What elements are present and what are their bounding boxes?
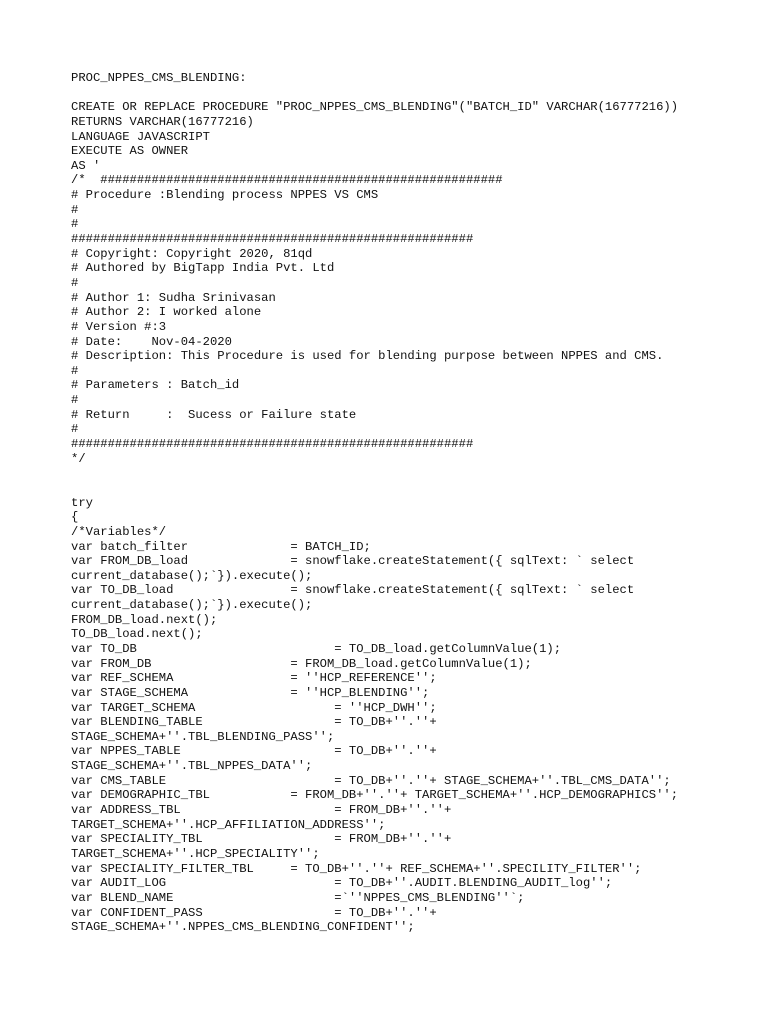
code-line: /* ####################################################### [71,173,503,188]
code-listing [71,71,748,935]
code-line: var REF_SCHEMA = ''HCP_REFERENCE''; [71,671,437,686]
code-line: # Version #:3 [71,319,167,334]
code-line: # Description: This Procedure is used for blending purpose between NPPES and CMS. [71,349,664,364]
code-line: # Parameters : Batch_id [71,378,240,393]
code-line [71,466,748,481]
code-line: var FROM_DB_load = snowflake.createStatement({ sqlText: ` select [71,554,635,569]
code-line: var batch_filter = BATCH_ID; [71,539,371,554]
code-line: FROM_DB_load.next(); [71,612,218,627]
code-line: TO_DB_load.next(); [71,627,203,642]
code-line: var TO_DB_load = snowflake.createStatement({ sqlText: ` select [71,583,635,598]
code-line: # [71,422,79,437]
code-line: var BLENDING_TABLE = TO_DB+''.''+ [71,715,437,730]
code-line: # Date: Nov-04-2020 [71,334,232,349]
code-line: /*Variables*/ [71,524,167,539]
code-line: var DEMOGRAPHIC_TBL = FROM_DB+''.''+ TARGET_SCHEMA+''.HCP_DEMOGRAPHICS''; [71,788,679,803]
code-line: CREATE OR REPLACE PROCEDURE "PROC_NPPES_CMS_BLENDING"("BATCH_ID" VARCHAR(16777216)) [71,100,679,115]
code-line [71,481,748,496]
code-line: # Author 1: Sudha Srinivasan [71,290,276,305]
code-line: TARGET_SCHEMA+''.HCP_AFFILIATION_ADDRESS''; [71,817,386,832]
code-line: var AUDIT_LOG = TO_DB+''.AUDIT.BLENDING_AUDIT_log''; [71,876,613,891]
code-line: # Authored by BigTapp India Pvt. Ltd [71,261,335,276]
code-line [71,86,748,101]
code-line: PROC_NPPES_CMS_BLENDING: [71,71,247,85]
code-line: var STAGE_SCHEMA = ''HCP_BLENDING''; [71,685,430,700]
code-line: STAGE_SCHEMA+''.TBL_BLENDING_PASS''; [71,729,335,744]
code-line: # [71,275,79,290]
code-line: var FROM_DB = FROM_DB_load.getColumnValue(1); [71,656,532,671]
document-page [71,71,748,935]
code-line: var CMS_TABLE = TO_DB+''.''+ STAGE_SCHEMA+''.TBL_CMS_DATA''; [71,773,671,788]
code-line: var TARGET_SCHEMA = ''HCP_DWH''; [71,700,437,715]
code-line: LANGUAGE JAVASCRIPT [71,129,210,144]
code-line: # [71,202,79,217]
code-line: # [71,217,79,232]
code-line: var TO_DB = TO_DB_load.getColumnValue(1); [71,641,562,656]
code-line: var SPECIALITY_FILTER_TBL = TO_DB+''.''+ REF_SCHEMA+''.SPECILITY_FILTER''; [71,861,642,876]
code-line: current_database();`}).execute(); [71,598,313,613]
code-line: ####################################################### [71,232,474,247]
code-line: STAGE_SCHEMA+''.TBL_NPPES_DATA''; [71,759,313,774]
code-line: TARGET_SCHEMA+''.HCP_SPECIALITY''; [71,846,320,861]
code-line: ####################################################### [71,437,474,452]
code-line: AS ' [71,158,101,173]
code-line: # [71,363,79,378]
code-line: EXECUTE AS OWNER [71,144,189,159]
code-line: var ADDRESS_TBL = FROM_DB+''.''+ [71,803,452,818]
code-line: # Procedure :Blending process NPPES VS CMS [71,188,379,203]
code-line: STAGE_SCHEMA+''.NPPES_CMS_BLENDING_CONFIDENT''; [71,920,415,935]
code-line: var BLEND_NAME =`''NPPES_CMS_BLENDING''`; [71,890,525,905]
code-line: # Author 2: I worked alone [71,305,262,320]
code-line: */ [71,451,86,466]
code-line: # Copyright: Copyright 2020, 81qd [71,246,313,261]
code-line: var SPECIALITY_TBL = FROM_DB+''.''+ [71,832,452,847]
code-line: { [71,510,79,525]
code-line: RETURNS VARCHAR(16777216) [71,114,254,129]
code-line: try [71,495,93,510]
code-line: var CONFIDENT_PASS = TO_DB+''.''+ [71,905,437,920]
code-line: var NPPES_TABLE = TO_DB+''.''+ [71,744,437,759]
code-line: # Return : Sucess or Failure state [71,407,357,422]
code-line: # [71,393,79,408]
code-line: current_database();`}).execute(); [71,568,313,583]
